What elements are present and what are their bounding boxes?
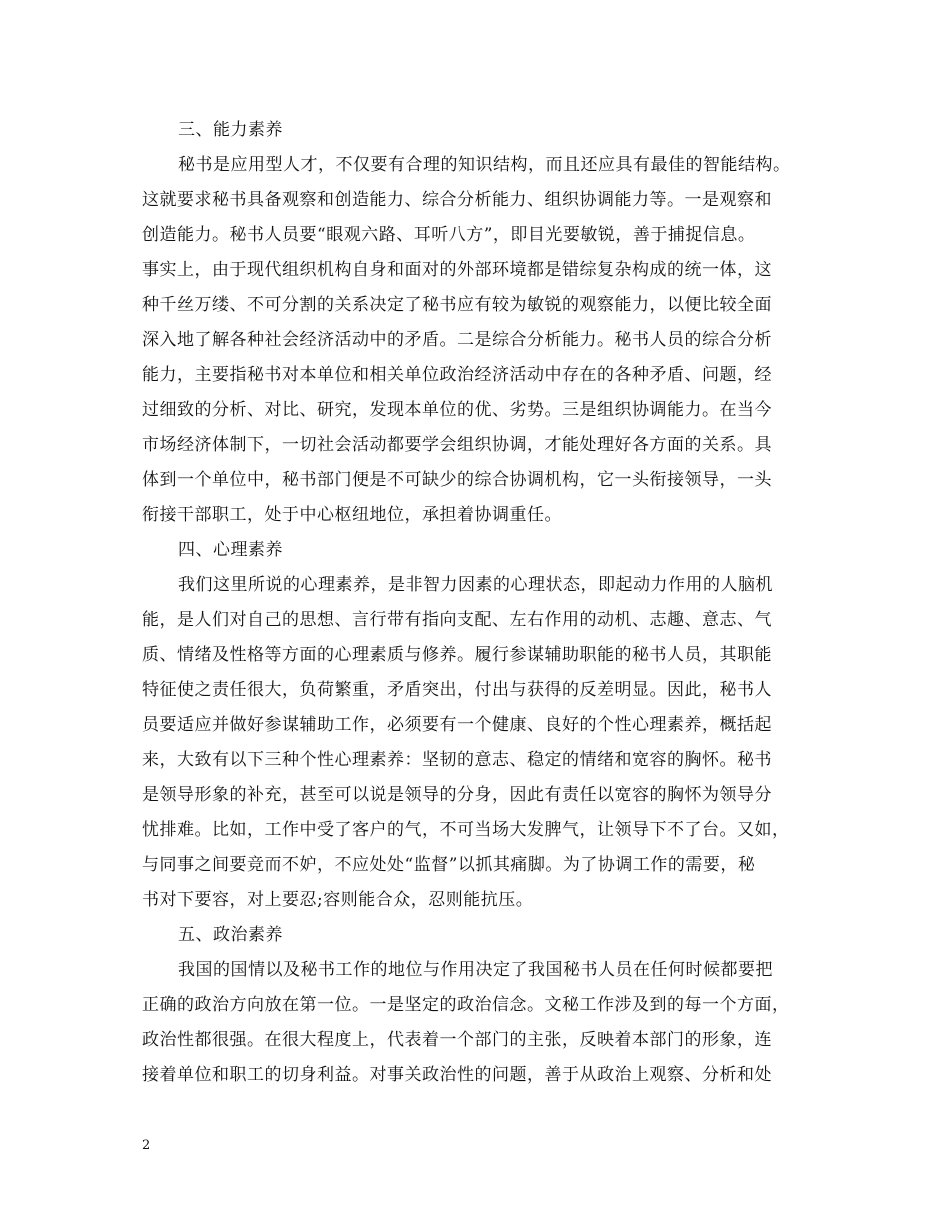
paragraph-line: 能力，主要指秘书对本单位和相关单位政治经济活动中存在的各种矛盾、问题，经 [142,365,772,385]
section-heading-politics: 五、政治素养 [178,925,283,945]
paragraph-line: 书对下要容，对上要忍;容则能合众，忍则能抗压。 [142,890,534,910]
paragraph-line: 忧排难。比如，工作中受了客户的气，不可当场大发脾气，让领导下不了台。又如， [142,820,790,840]
paragraph-line: 质、情绪及性格等方面的心理素质与修养。履行参谋辅助职能的秘书人员，其职能 [142,645,772,665]
section-heading-psychology: 四、心理素养 [178,540,283,560]
paragraph-line: 能，是人们对自己的思想、言行带有指向支配、左右作用的动机、志趣、意志、气 [142,610,772,630]
paragraph-line: 正确的政治方向放在第一位。一是坚定的政治信念。文秘工作涉及到的每一个方面， [142,995,790,1015]
paragraph-line: 接着单位和职工的切身利益。对事关政治性的问题，善于从政治上观察、分析和处 [142,1065,772,1085]
paragraph-line: 事实上，由于现代组织机构自身和面对的外部环境都是错综复杂构成的统一体，这 [142,260,772,280]
paragraph-line: 这就要求秘书具备观察和创造能力、综合分析能力、组织协调能力等。一是观察和 [142,190,772,210]
paragraph-line: 特征使之责任很大，负荷繁重，矛盾突出，付出与获得的反差明显。因此，秘书人 [142,680,772,700]
paragraph-line: 过细致的分析、对比、研究，发现本单位的优、劣势。三是组织协调能力。在当今 [142,400,772,420]
paragraph-line: 与同事之间要竞而不妒，不应处处“监督”以抓其痛脚。为了协调工作的需要，秘 [142,855,756,875]
paragraph-line: 创造能力。秘书人员要“眼观六路、耳听八方”，即目光要敏锐，善于捕捉信息。 [142,225,756,245]
section-heading-ability: 三、能力素养 [178,120,283,140]
paragraph-line: 市场经济体制下，一切社会活动都要学会组织协调，才能处理好各方面的关系。具 [142,435,772,455]
paragraph-line: 体到一个单位中，秘书部门便是不可缺少的综合协调机构，它一头衔接领导，一头 [142,470,772,490]
paragraph-line: 秘书是应用型人才，不仅要有合理的知识结构，而且还应具有最佳的智能结构。 [178,155,791,175]
paragraph-line: 衔接干部职工，处于中心枢纽地位，承担着协调重任。 [142,505,562,525]
paragraph-line: 种千丝万缕、不可分割的关系决定了秘书应有较为敏锐的观察能力，以便比较全面 [142,295,772,315]
paragraph-line: 深入地了解各种社会经济活动中的矛盾。二是综合分析能力。秘书人员的综合分析 [142,330,772,350]
paragraph-line: 是领导形象的补充，甚至可以说是领导的分身，因此有责任以宽容的胸怀为领导分 [142,785,772,805]
page-number: 2 [142,1138,151,1153]
paragraph-line: 员要适应并做好参谋辅助工作，必须要有一个健康、良好的个性心理素养，概括起 [142,715,772,735]
paragraph-line: 我们这里所说的心理素养，是非智力因素的心理状态，即起动力作用的人脑机 [178,575,773,595]
paragraph-line: 来，大致有以下三种个性心理素养：坚韧的意志、稳定的情绪和宽容的胸怀。秘书 [142,750,772,770]
paragraph-line: 我国的国情以及秘书工作的地位与作用决定了我国秘书人员在任何时候都要把 [178,960,773,980]
paragraph-line: 政治性都很强。在很大程度上，代表着一个部门的主张，反映着本部门的形象，连 [142,1030,772,1050]
